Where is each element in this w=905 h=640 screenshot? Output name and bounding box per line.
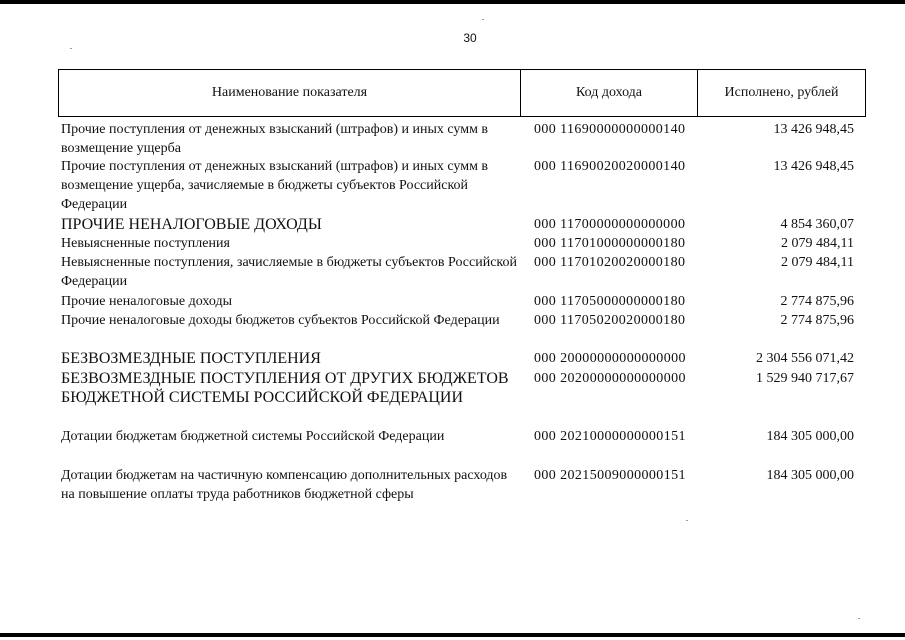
row-code: 000 20000000000000000 (534, 351, 686, 366)
row-name: БЕЗВОЗМЕЗДНЫЕ ПОСТУПЛЕНИЯ (61, 350, 321, 367)
row-amount: 2 774 875,96 (780, 294, 854, 309)
row-amount: 2 079 484,11 (781, 236, 854, 251)
row-amount: 2 774 875,96 (780, 313, 854, 328)
row-code: 000 20215009000000151 (534, 468, 686, 483)
row-code: 000 20200000000000000 (534, 371, 686, 386)
row-amount: 184 305 000,00 (766, 468, 854, 483)
row-code: 000 11700000000000000 (534, 217, 686, 232)
row-amount: 4 854 360,07 (780, 217, 854, 232)
row-amount: 2 304 556 071,42 (756, 351, 854, 366)
row-name: Дотации бюджетам на частичную компенсацию дополнительных расходов на повышение оплаты труда работников бюджетной сферы (61, 468, 508, 502)
row-amount: 13 426 948,45 (773, 159, 854, 174)
row-amount: 2 079 484,11 (781, 255, 854, 270)
scan-speck (858, 618, 860, 619)
row-name: ПРОЧИЕ НЕНАЛОГОВЫЕ ДОХОДЫ (61, 216, 322, 233)
row-code: 000 11705000000000180 (534, 294, 686, 309)
row-name: Прочие неналоговые доходы бюджетов субъектов Российской Федерации (61, 313, 500, 328)
row-name: Дотации бюджетам бюджетной системы Российской Федерации (61, 429, 445, 444)
row-name: БЕЗВОЗМЕЗДНЫЕ ПОСТУПЛЕНИЯ ОТ ДРУГИХ БЮДЖЕТОВ БЮДЖЕТНОЙ СИСТЕМЫ РОССИЙСКОЙ ФЕДЕРАЦИИ (61, 370, 509, 406)
row-code: 000 11705020020000180 (534, 313, 686, 328)
row-code: 000 11701020020000180 (534, 255, 686, 270)
row-name: Прочие поступления от денежных взысканий (штрафов) и иных сумм в возмещение ущерба, зачисляемые в бюджеты субъектов Российской Федерации (61, 159, 489, 212)
header-code: Код дохода (521, 70, 698, 116)
row-amount: 1 529 940 717,67 (756, 371, 854, 386)
row-code: 000 11690020020000140 (534, 159, 686, 174)
row-name: Прочие поступления от денежных взысканий (штрафов) и иных сумм в возмещение ущерба (61, 122, 489, 156)
header-name: Наименование показателя (59, 70, 521, 116)
row-code: 000 11701000000000180 (534, 236, 686, 251)
row-name: Прочие неналоговые доходы (61, 294, 233, 309)
scan-speck (70, 48, 72, 49)
row-name: Невыясненные поступления, зачисляемые в бюджеты субъектов Российской Федерации (61, 255, 518, 289)
row-code: 000 20210000000000151 (534, 429, 686, 444)
scan-speck (686, 520, 688, 521)
page-number: 30 (463, 31, 477, 45)
table-header (58, 69, 866, 117)
scan-top-edge (0, 0, 905, 4)
header-amount: Исполнено, рублей (724, 85, 839, 100)
scan-speck (482, 19, 484, 20)
scan-bottom-edge (0, 633, 905, 637)
row-amount: 13 426 948,45 (773, 122, 854, 137)
row-amount: 184 305 000,00 (766, 429, 854, 444)
row-code: 000 11690000000000140 (534, 122, 686, 137)
row-name: Невыясненные поступления (61, 236, 230, 251)
